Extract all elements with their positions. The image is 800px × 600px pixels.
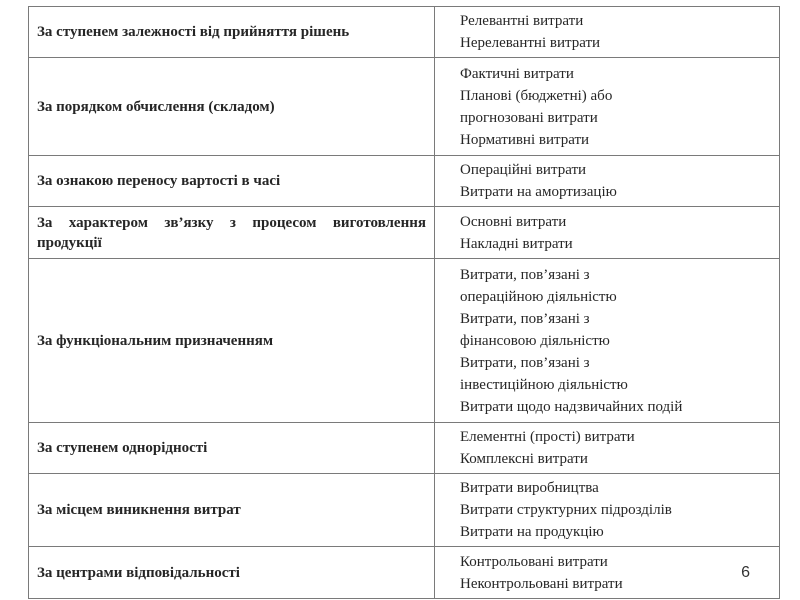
items-cell bbox=[435, 156, 780, 207]
table-row bbox=[29, 7, 780, 58]
page-number: 6 bbox=[741, 564, 750, 581]
list-item: Накладні витрати bbox=[460, 235, 573, 252]
list-item: Елементні (прості) витрати bbox=[460, 429, 635, 445]
category-cell: За ступенем однорідності bbox=[29, 423, 435, 474]
list-item: прогнозовані витрати bbox=[460, 109, 598, 126]
table-row bbox=[29, 423, 780, 474]
list-item: Основні витрати bbox=[460, 213, 567, 230]
items-cell bbox=[435, 207, 780, 259]
list-item: фінансовою діяльністю bbox=[460, 332, 610, 349]
list-item: Фактичні витрати bbox=[460, 65, 574, 82]
list-item: Витрати, пов’язані з bbox=[460, 266, 590, 283]
list-item: інвестиційною діяльністю bbox=[460, 376, 628, 393]
list-item: Витрати щодо надзвичайних подій bbox=[460, 398, 683, 415]
list-item: Планові (бюджетні) або bbox=[460, 87, 613, 104]
list-item: Витрати, пов’язані з bbox=[460, 310, 590, 327]
items-cell bbox=[435, 7, 780, 58]
list-item: Витрати на продукцію bbox=[460, 524, 604, 540]
list-item: Нормативні витрати bbox=[460, 131, 590, 148]
list-item: Контрольовані витрати bbox=[460, 553, 608, 570]
category-cell: За функціональним призначенням bbox=[29, 259, 435, 423]
items-cell bbox=[435, 474, 780, 547]
cost-classification-table bbox=[28, 6, 780, 599]
list-item: Витрати виробництва bbox=[460, 480, 599, 496]
items-cell bbox=[435, 58, 780, 156]
table-row bbox=[29, 259, 780, 423]
list-item: Витрати, пов’язані з bbox=[460, 354, 590, 371]
list-item: операційною діяльністю bbox=[460, 288, 617, 305]
list-item: Нерелевантні витрати bbox=[460, 35, 601, 51]
table-row bbox=[29, 547, 780, 599]
table-row bbox=[29, 207, 780, 259]
list-item: Операційні витрати bbox=[460, 162, 587, 178]
category-cell: За ступенем залежності від прийняття рішень bbox=[29, 7, 435, 58]
list-item: Витрати на амортизацію bbox=[460, 184, 617, 200]
items-cell bbox=[435, 259, 780, 423]
list-item: Релевантні витрати bbox=[460, 13, 584, 29]
category-cell: За центрами відповідальності bbox=[29, 547, 435, 599]
category-cell: За характером зв’язку з процесом виготовлення продукції bbox=[29, 207, 435, 259]
category-cell: За порядком обчислення (складом) bbox=[29, 58, 435, 156]
category-cell: За місцем виникнення витрат bbox=[29, 474, 435, 547]
items-cell bbox=[435, 547, 780, 599]
list-item: Комплексні витрати bbox=[460, 451, 588, 467]
list-item: Неконтрольовані витрати bbox=[460, 575, 623, 592]
items-cell bbox=[435, 423, 780, 474]
table-row bbox=[29, 58, 780, 156]
list-item: Витрати структурних підрозділів bbox=[460, 502, 672, 518]
table-row bbox=[29, 156, 780, 207]
category-cell: За ознакою переносу вартості в часі bbox=[29, 156, 435, 207]
table-row bbox=[29, 474, 780, 547]
